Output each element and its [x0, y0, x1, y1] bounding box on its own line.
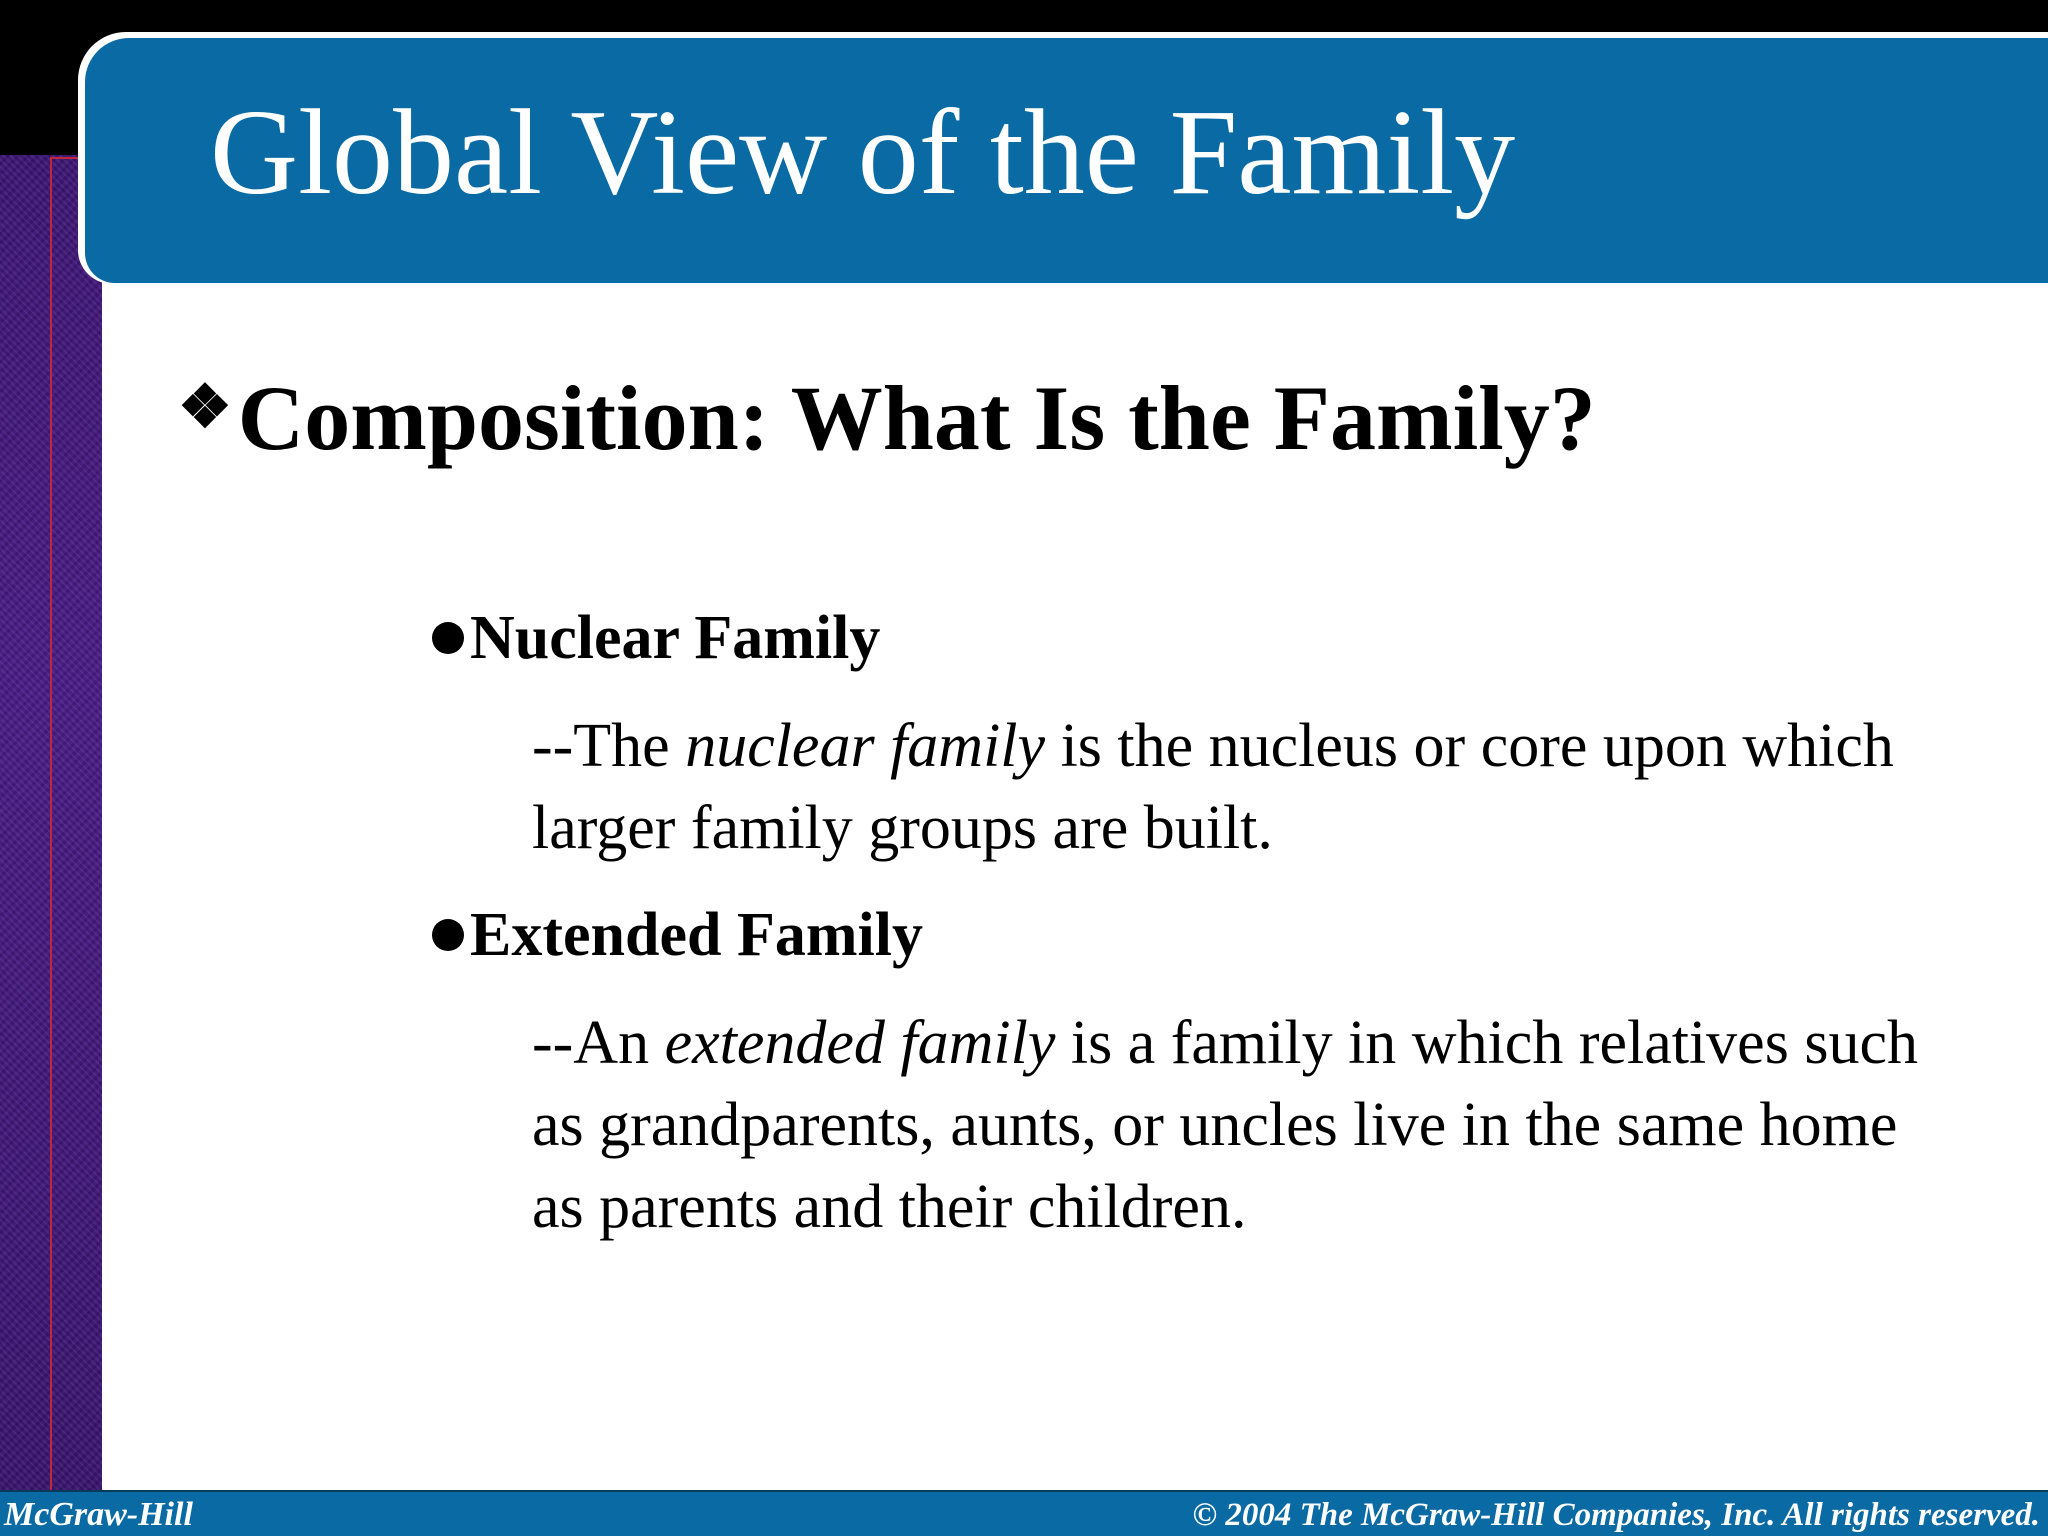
- bullet-nuclear-family: [432, 600, 880, 676]
- slide-title: Global View of the Family: [210, 85, 1516, 220]
- nuclear-family-definition: [532, 705, 1952, 869]
- bullet-dot-icon: [432, 622, 464, 654]
- bullet-extended-family: [432, 897, 923, 973]
- definition-text: is a family in which relatives such as grandparents, aunts, or uncles live in the same home as parents and their children.: [532, 1009, 1918, 1241]
- section-heading: [178, 352, 1596, 473]
- bullet-label: Extended Family: [470, 901, 923, 969]
- definition-term: nuclear family: [685, 712, 1046, 780]
- copyright-notice: © 2004 The McGraw-Hill Companies, Inc. All rights reserved.: [1192, 1497, 2040, 1533]
- section-heading-text: Composition: What Is the Family?: [237, 367, 1596, 469]
- bullet-label: Nuclear Family: [470, 604, 881, 672]
- definition-term: extended family: [664, 1009, 1056, 1077]
- diamond-cluster-icon: ❖: [178, 374, 232, 440]
- definition-text: is the nucleus or core upon which larger family groups are built.: [532, 712, 1894, 862]
- definition-prefix: --An: [532, 1009, 665, 1077]
- definition-prefix: --The: [532, 712, 686, 780]
- side-accent-line: [50, 158, 52, 1490]
- bullet-dot-icon: [432, 919, 464, 951]
- extended-family-definition: [532, 1002, 1952, 1248]
- publisher-name: McGraw-Hill: [4, 1496, 193, 1533]
